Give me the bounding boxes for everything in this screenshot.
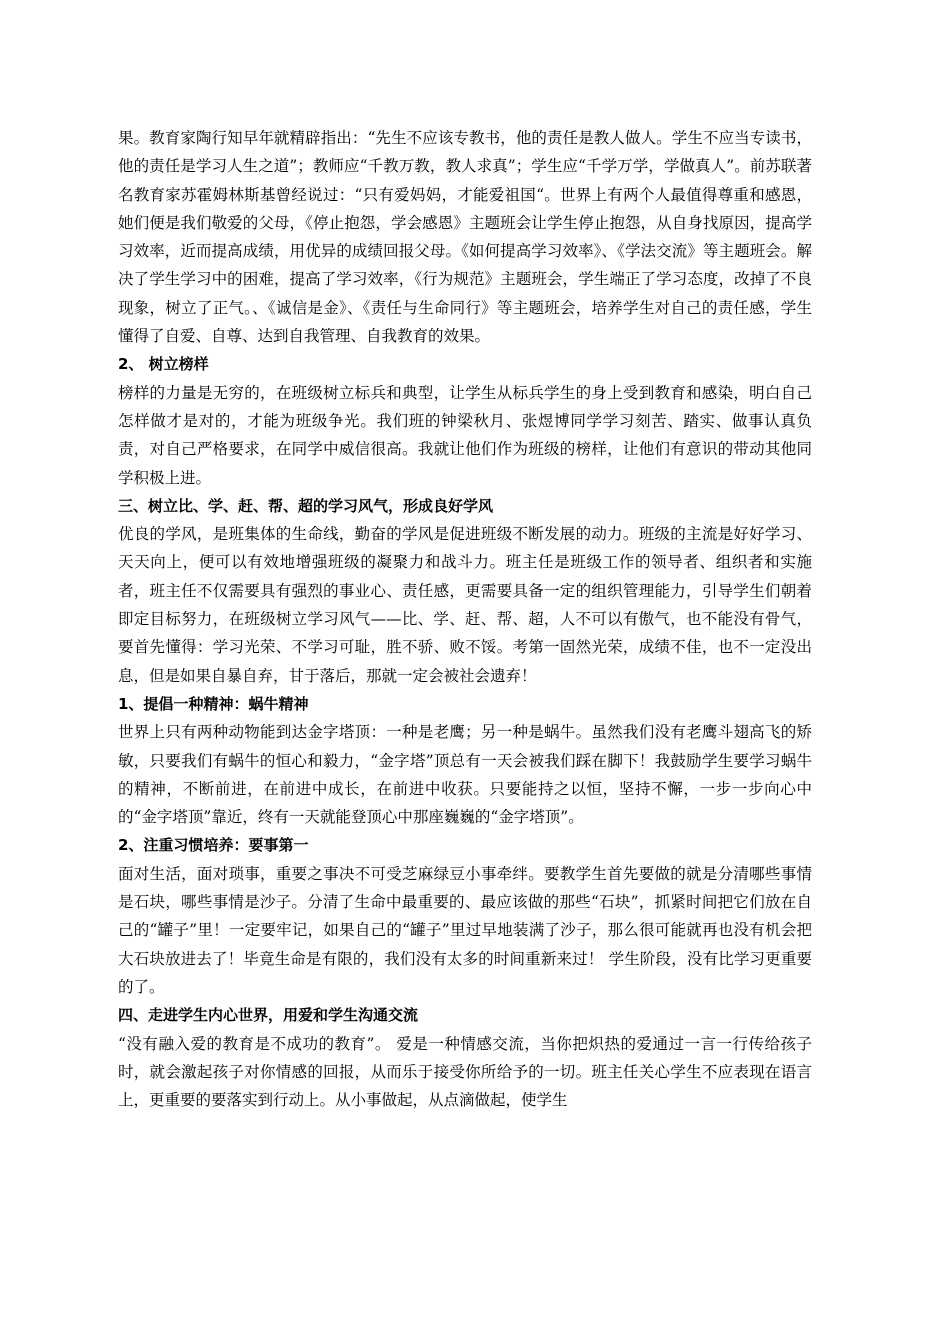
document-body [118, 124, 812, 1114]
paragraph-role-models: 榜样的力量是无穷的，在班级树立标兵和典型，让学生从标兵学生的身上受到教育和感染，明白自己怎样做才是对的，才能为班级争光。我们班的钟梁秋月、张煜博同学学习刻苦、踏实、做事认真负责，对自己严格要求，在同学中威信很高。我就让他们作为班级的榜样，让他们有意识的带动其他同学积极上进。 [118, 383, 812, 487]
heading-communication: 四、走进学生内心世界，用爱和学生沟通交流 [118, 1006, 419, 1025]
heading-study-atmosphere: 三、树立比、学、赶、帮、超的学习风气，形成良好学风 [118, 496, 494, 515]
paragraph-study-atmosphere: 优良的学风，是班集体的生命线，勤奋的学风是促进班级不断发展的动力。班级的主流是好好学习、天天向上，便可以有效地增强班级的凝聚力和战斗力。班主任是班级工作的领导者、组织者和实施者，班主任不仅需要具有强烈的事业心、责任感，更需要具备一定的组织管理能力，引导学生们朝着即定目标努力，在班级树立学习风气——比、学、赶、帮、超，人不可以有傲气，也不能没有骨气，要首先懂得：学习光荣、不学习可耻，胜不骄、败不馁。考第一固然光荣，成绩不佳，也不一定没出息，但是如果自暴自弃，甘于落后，那就一定会被社会遗弃！ [118, 525, 812, 685]
paragraph-snail-spirit: 世界上只有两种动物能到达金字塔顶：一种是老鹰；另一种是蜗牛。虽然我们没有老鹰斗翅高飞的矫敏，只要我们有蜗牛的恒心和毅力，“金字塔”顶总有一天会被我们踩在脚下！我鼓励学生要学习蜗牛的精神，不断前进，在前进中成长，在前进中收获。只要能持之以恒，坚持不懈，一步一步向心中的“金字塔顶”靠近，终有一天就能登顶心中那座巍巍的“金字塔顶”。 [118, 723, 812, 827]
heading-role-models: 2、 树立榜样 [118, 355, 209, 374]
paragraph-class-meetings: 果。教育家陶行知早年就精辟指出：“先生不应该专教书，他的责任是教人做人。学生不应当专读书，他的责任是学习人生之道”；教师应“千教万教，教人求真”；学生应“千学万学，学做真人”。前苏联著名教育家苏霍姆林斯基曾经说过：“只有爱妈妈，才能爱祖国“。世界上有两个人最值得尊重和感恩，她们便是我们敬爱的父母，《停止抱怨，学会感恩》主题班会让学生停止抱怨，从自身找原因，提高学习效率，近而提高成绩，用优异的成绩回报父母。《如何提高学习效率》、《学法交流》等主题班会。解决了学生学习中的困难，提高了学习效率，《行为规范》主题班会，学生端正了学习态度，改掉了不良现象，树立了正气。、《诚信是金》、《责任与生命同行》等主题班会，培养学生对自己的责任感，学生懂得了自爱、自尊、达到自我管理、自我教育的效果。 [118, 129, 812, 346]
heading-first-things-first: 2、注重习惯培养：要事第一 [118, 836, 309, 855]
heading-snail-spirit: 1、提倡一种精神：蜗牛精神 [118, 694, 309, 713]
paragraph-first-things-first: 面对生活，面对琐事，重要之事决不可受芝麻绿豆小事牵绊。要教学生首先要做的就是分清哪些事情是石块，哪些事情是沙子。分清了生命中最重要的、最应该做的那些“石块”，抓紧时间把它们放在自己的“罐子”里！一定要牢记，如果自己的“罐子”里过早地装满了沙子，那么很可能就再也没有机会把大石块放进去了！毕竟生命是有限的，我们没有太多的时间重新来过！ 学生阶段，没有比学习更重要的了。 [118, 864, 812, 996]
paragraph-communication: “没有融入爱的教育是不成功的教育”。 爱是一种情感交流，当你把炽热的爱通过一言一行传给孩子时，就会激起孩子对你情感的回报，从而乐于接受你所给予的一切。班主任关心学生不应表现在语言上，更重要的要落实到行动上。从小事做起，从点滴做起，使学生 [118, 1034, 812, 1110]
